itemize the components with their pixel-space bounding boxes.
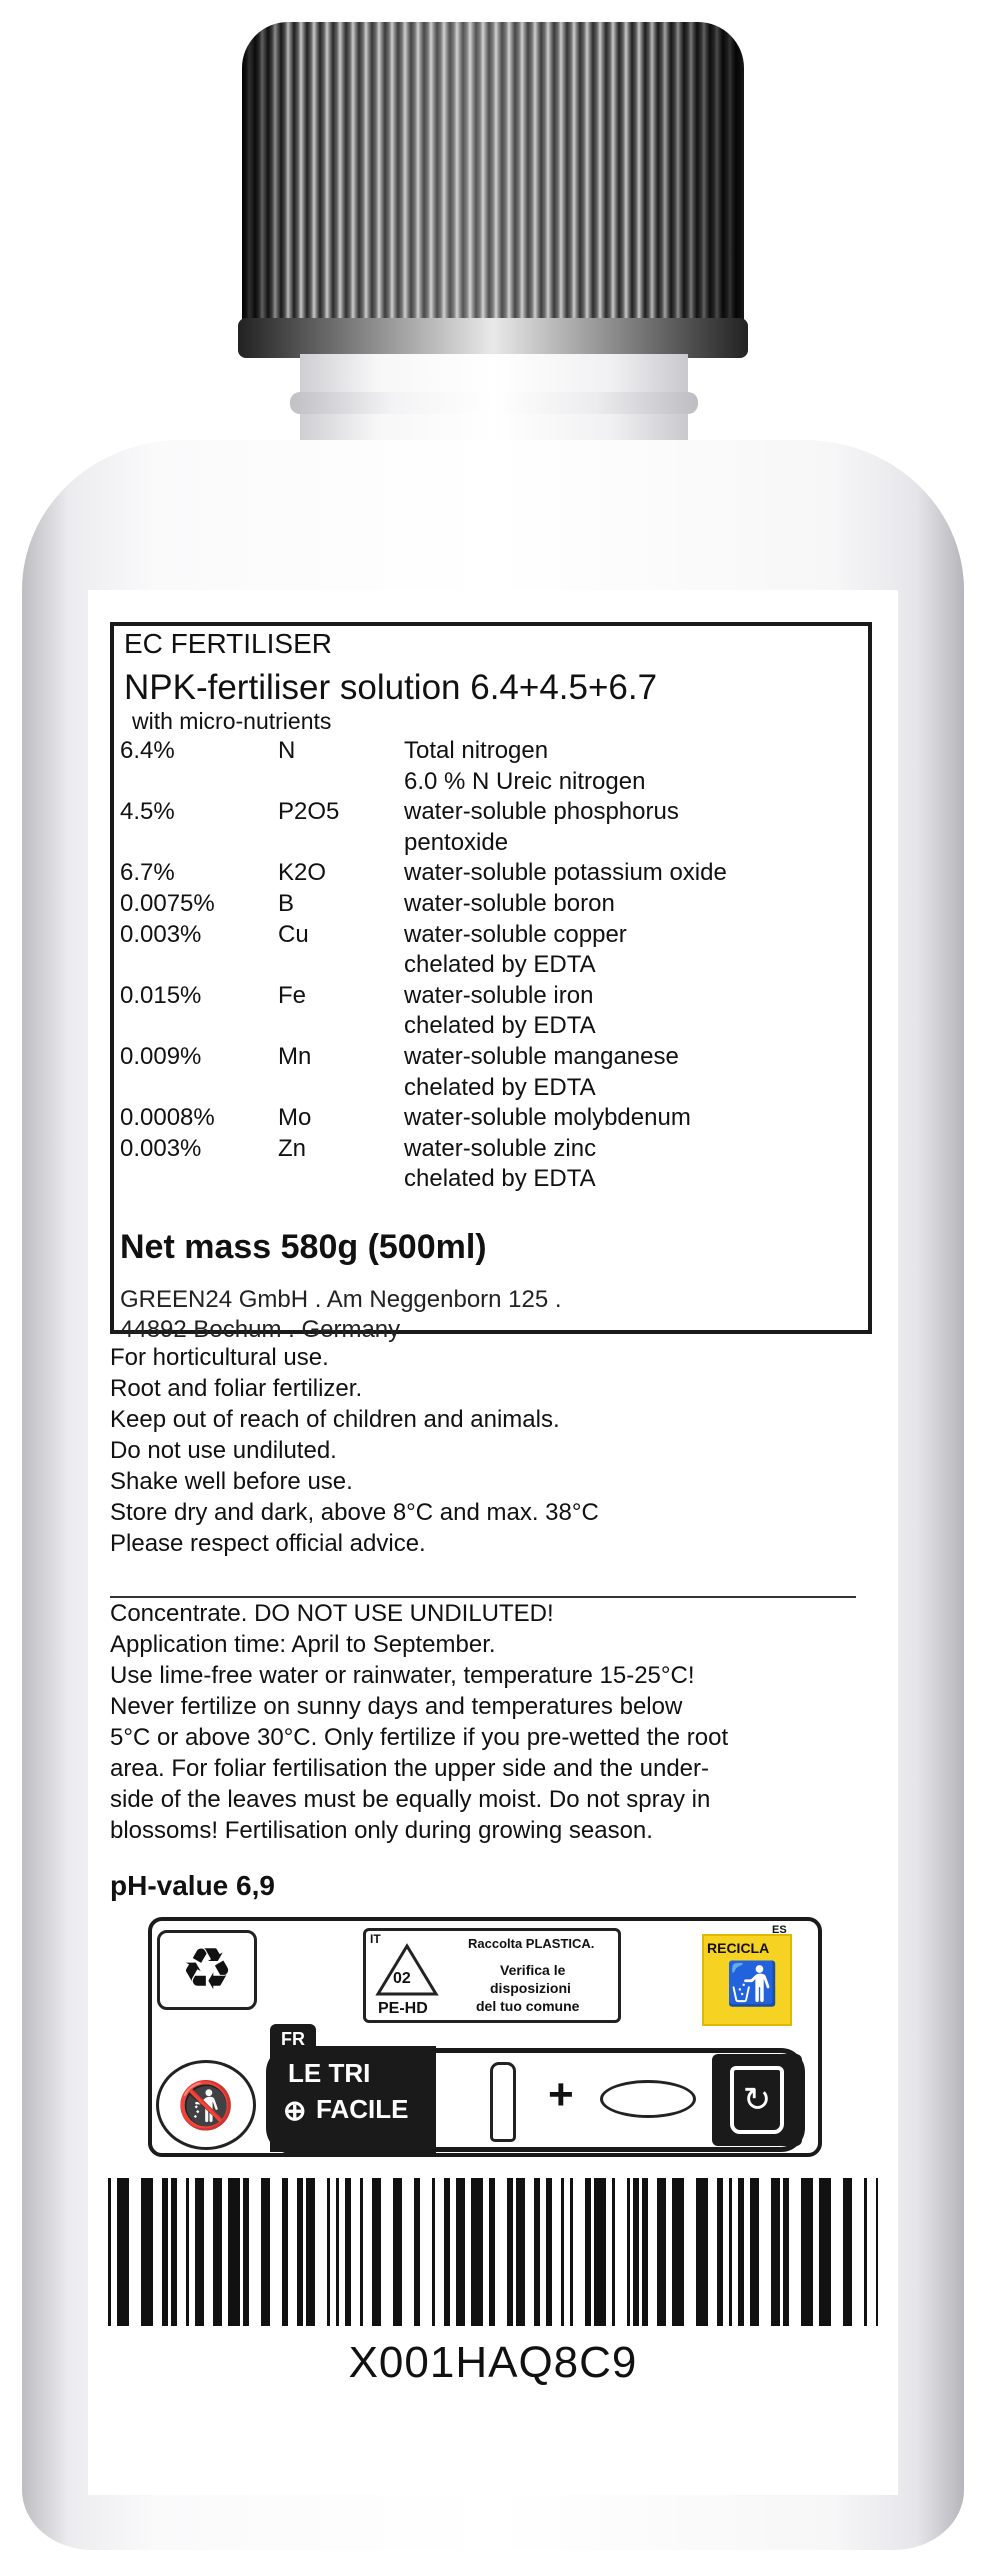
barcode-code: X001HAQ8C9 <box>348 2338 638 2387</box>
nutrient-percent: 6.7% <box>120 859 175 887</box>
nutrient-symbol: Cu <box>278 920 309 948</box>
barcode-bar <box>360 2178 363 2326</box>
barcode-bar <box>819 2178 831 2326</box>
france-code: FR <box>270 2024 316 2052</box>
triman-person-icon: 🚯 <box>156 2060 256 2150</box>
barcode-bar <box>546 2178 552 2326</box>
barcode-bar <box>534 2178 540 2326</box>
italy-line-2: disposizioni <box>490 1980 571 1996</box>
barcode-bar <box>585 2178 591 2326</box>
nutrient-description: Total nitrogen <box>404 737 549 764</box>
nutrient-percent: 4.5% <box>120 798 175 826</box>
nutrient-description: water-soluble phosphorus <box>404 798 679 826</box>
plus-sign-icon: + <box>548 2070 574 2119</box>
barcode-bar <box>612 2178 615 2326</box>
nutrient-description: chelated by EDTA <box>404 951 596 979</box>
address-line-1: GREEN24 GmbH . Am Neggenborn 125 . <box>120 1286 562 1313</box>
barcode-bar <box>195 2178 204 2326</box>
italy-material: PE-HD <box>378 2000 428 2017</box>
barcode-bar <box>261 2178 270 2326</box>
nutrient-description: water-soluble boron <box>404 890 615 917</box>
usage-line: Do not use undiluted. <box>110 1437 337 1464</box>
nutrient-symbol: Mo <box>278 1104 312 1132</box>
france-line-2: FACILE <box>316 2094 409 2124</box>
italy-line-3: del tuo comune <box>476 1998 580 2014</box>
barcode-bar <box>141 2178 153 2326</box>
nutrient-percent: 0.015% <box>120 981 202 1009</box>
barcode-bar <box>876 2178 878 2326</box>
nutrient-description: 6.0 % N Ureic nitrogen <box>404 767 646 795</box>
usage-line: Root and foliar fertilizer. <box>110 1375 363 1402</box>
barcode-bar <box>627 2178 630 2326</box>
capsule-icon <box>600 2080 696 2118</box>
product-category: EC FERTILISER <box>124 628 332 659</box>
application-line: Use lime-free water or rainwater, temperature 15-25°C! <box>110 1662 695 1689</box>
recycle-arrow-icon: ↻ <box>730 2066 784 2134</box>
barcode-bar <box>393 2178 402 2326</box>
usage-line: Keep out of reach of children and animals. <box>110 1406 560 1433</box>
barcode-bar <box>297 2178 303 2326</box>
nutrient-description: water-soluble molybdenum <box>404 1104 691 1132</box>
barcode-bar <box>672 2178 684 2326</box>
plus-icon: ⊕ <box>283 2095 307 2126</box>
barcode-bar <box>771 2178 780 2326</box>
barcode-bar <box>843 2178 852 2326</box>
barcode <box>108 2178 878 2326</box>
barcode-bar <box>642 2178 648 2326</box>
france-line-1: LE TRI <box>288 2058 371 2088</box>
usage-line: For horticultural use. <box>110 1344 329 1371</box>
barcode-bar <box>570 2178 573 2326</box>
bottle-icon <box>490 2062 516 2142</box>
application-line: blossoms! Fertilisation only during growing season. <box>110 1817 653 1844</box>
barcode-bar <box>306 2178 315 2326</box>
italy-heading: Raccolta PLASTICA. <box>468 1936 595 1951</box>
net-mass: Net mass 580g (500ml) <box>120 1228 487 1266</box>
barcode-bar <box>336 2178 339 2326</box>
barcode-bar <box>729 2178 732 2326</box>
nutrient-symbol: N <box>278 737 296 764</box>
nutrient-description: pentoxide <box>404 828 509 856</box>
nutrient-symbol: Zn <box>278 1134 307 1162</box>
barcode-bar <box>213 2178 222 2326</box>
application-line: Application time: April to September. <box>110 1631 496 1658</box>
recycle-icon: ♻ <box>157 1930 257 2010</box>
barcode-bar <box>489 2178 495 2326</box>
barcode-bar <box>243 2178 249 2326</box>
ph-value: pH-value 6,9 <box>110 1870 275 1901</box>
barcode-bar <box>516 2178 525 2326</box>
nutrient-description: water-soluble copper <box>404 920 627 948</box>
nutrient-percent: 6.4% <box>120 737 175 764</box>
application-line: side of the leaves must be equally moist. Do not spray in <box>110 1786 711 1813</box>
nutrient-symbol: Fe <box>278 981 307 1009</box>
address-line-2: 44892 Bochum . Germany <box>120 1316 401 1343</box>
nutrient-percent: 0.0075% <box>120 890 215 917</box>
spain-label: RECICLA <box>707 1940 770 1956</box>
nutrient-percent: 0.0008% <box>120 1104 215 1132</box>
barcode-bar <box>432 2178 435 2326</box>
barcode-bar <box>444 2178 450 2326</box>
barcode-bar <box>696 2178 708 2326</box>
barcode-bar <box>750 2178 759 2326</box>
barcode-bar <box>327 2178 330 2326</box>
italy-resin-number: 02 <box>393 1970 411 1987</box>
nutrient-description: chelated by EDTA <box>404 1073 596 1101</box>
bottle-cap <box>242 22 744 354</box>
nutrient-symbol: K2O <box>278 859 327 887</box>
application-line: Never fertilize on sunny days and temperatures below <box>110 1693 683 1720</box>
nutrient-description: water-soluble zinc <box>404 1134 597 1162</box>
nutrient-percent: 0.003% <box>120 920 202 948</box>
bottle-cap-rim <box>238 318 748 358</box>
nutrient-description: chelated by EDTA <box>404 1165 596 1193</box>
barcode-bar <box>594 2178 606 2326</box>
barcode-bar <box>657 2178 666 2326</box>
barcode-bar <box>282 2178 288 2326</box>
barcode-bar <box>117 2178 129 2326</box>
barcode-bar <box>507 2178 513 2326</box>
barcode-bar <box>561 2178 564 2326</box>
nutrient-description: water-soluble iron <box>404 981 594 1009</box>
barcode-bar <box>228 2178 240 2326</box>
usage-line: Shake well before use. <box>110 1468 353 1495</box>
usage-line: Store dry and dark, above 8°C and max. 38°C <box>110 1499 599 1526</box>
application-line: Concentrate. DO NOT USE UNDILUTED! <box>110 1600 554 1627</box>
barcode-bar <box>171 2178 177 2326</box>
barcode-bar <box>471 2178 483 2326</box>
product-name: NPK-fertiliser solution 6.4+4.5+6.7 <box>124 668 658 707</box>
italy-code: IT <box>370 1932 381 1946</box>
barcode-bar <box>108 2178 111 2326</box>
nutrient-description: water-soluble potassium oxide <box>404 859 727 887</box>
barcode-bar <box>162 2178 168 2326</box>
person-bin-icon: 🚮 <box>726 1960 779 2007</box>
divider <box>110 1596 856 1598</box>
nutrient-symbol: Mn <box>278 1043 312 1070</box>
barcode-bar <box>186 2178 189 2326</box>
nutrient-symbol: B <box>278 890 295 917</box>
barcode-bar <box>345 2178 351 2326</box>
nutrient-percent: 0.003% <box>120 1134 202 1162</box>
bottle-neck-ring <box>290 392 698 414</box>
barcode-bar <box>738 2178 744 2326</box>
barcode-bar <box>456 2178 465 2326</box>
nutrient-description: water-soluble manganese <box>404 1043 679 1070</box>
product-subtitle: with micro-nutrients <box>132 708 332 734</box>
usage-line: Please respect official advice. <box>110 1530 426 1557</box>
barcode-bar <box>372 2178 381 2326</box>
barcode-bar <box>864 2178 867 2326</box>
barcode-bar <box>414 2178 420 2326</box>
application-line: area. For foliar fertilisation the upper side and the under- <box>110 1755 710 1782</box>
application-line: 5°C or above 30°C. Only fertilize if you pre-wetted the root <box>110 1724 729 1751</box>
nutrient-percent: 0.009% <box>120 1043 202 1070</box>
barcode-bar <box>717 2178 723 2326</box>
barcode-bar <box>633 2178 639 2326</box>
barcode-bar <box>801 2178 813 2326</box>
italy-line-1: Verifica le <box>500 1962 566 1978</box>
spain-code: ES <box>772 1924 787 1936</box>
nutrient-symbol: P2O5 <box>278 798 340 826</box>
nutrient-description: chelated by EDTA <box>404 1012 596 1040</box>
barcode-bar <box>783 2178 789 2326</box>
